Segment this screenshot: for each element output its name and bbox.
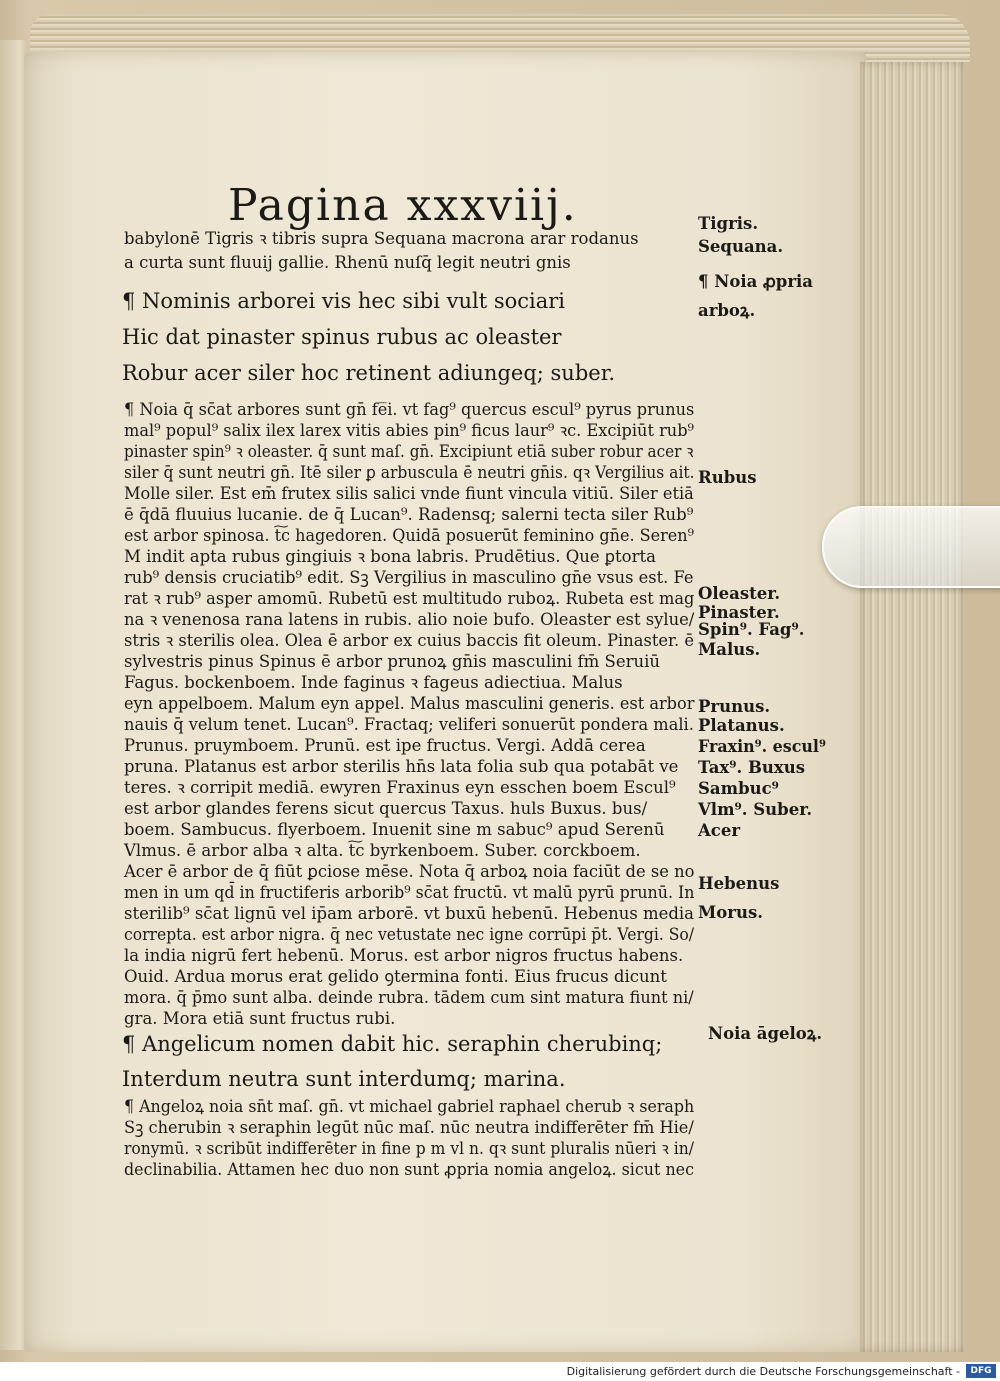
footer-credit: Digitalisierung gefördert durch die Deutsche Forschungsgemeinschaft -: [566, 1365, 960, 1378]
glass-weight: [822, 506, 1000, 588]
text-line: est arbor glandes ferens sicut quercus Taxus. huls Buxus. bus/: [124, 799, 648, 818]
text-line: est arbor spinosa. t͠c hagedoren. Quidā posuerūt feminino gn̄e. Seren⁹: [124, 526, 695, 545]
verse-line: ¶ Angelicum nomen dabit hic. seraphin cherubinq;: [122, 1032, 663, 1056]
text-line: sylvestris pinus Spinus ē arbor prunoꝝ gn̄is masculini fm̄ Seruiū: [124, 652, 661, 671]
text-line: M indit apta rubus gingiuis ꝛ bona labris. Prudētius. Que ꝑtorta: [124, 547, 656, 566]
marginal-gloss: Platanus.: [698, 716, 785, 735]
text-line: correpta. est arbor nigra. q̄ nec vetustate nec igne corrūpi p̄t. Vergi. So/: [124, 925, 695, 944]
text-line: Molle siler. Est em̄ frutex silis salici vnde fiunt vincula vitiū. Siler etiā: [124, 484, 694, 503]
text-line: Acer ē arbor de q̄ fiūt ꝑciose mēse. Nota q̄ arboꝝ noia faciūt de se no: [124, 862, 695, 881]
text-line: ¶ Angeloꝝ noia sn̄t maſ. gn̄. vt michael gabriel raphael cherub ꝛ seraph: [124, 1097, 695, 1116]
marginal-gloss: arboꝝ.: [698, 301, 756, 320]
text-line: ¶ Noia q̄ sc̄at arbores sunt gn̄ fe̅i. vt fag⁹ quercus escul⁹ pyrus prunus: [124, 400, 695, 419]
verse-line: Robur acer siler hoc retinent adiungeq; suber.: [122, 361, 616, 385]
text-line: Prunus. pruymboem. Prunū. est ipe fructus. Vergi. Addā cerea: [124, 736, 646, 755]
text-line: nauis q̄ velum tenet. Lucan⁹. Fractaq; veliferi sonuerūt pondera mali.: [124, 715, 694, 734]
text-line: siler q̄ sunt neutri gn̄. Itē siler ꝑ arbuscula ē neutri gn̄is. qꝛ Vergilius ait.: [124, 463, 695, 482]
text-line: pruna. Platanus est arbor sterilis hn̄s lata folia sub qua potabāt ve: [124, 757, 679, 776]
text-line: boem. Sambucus. flyerboem. Inuenit sine m sabuc⁹ apud Serenū: [124, 820, 665, 839]
text-line: Fagus. bockenboem. Inde faginus ꝛ fageus adiectiua. Malus: [124, 673, 623, 692]
text-line: na ꝛ venenosa rana latens in rubis. alio noie bufo. Oleaster est sylue/: [124, 610, 695, 629]
text-line: men in um qd̄ in fructiferis arborib⁹ sc̄at fructū. vt malū pyrū prunū. In: [124, 883, 695, 902]
text-line: teres. ꝛ corripit mediā. ewyren Fraxinus eyn esschen boem Escul⁹: [124, 778, 676, 797]
text-line: rat ꝛ rub⁹ asper amomū. Rubetū est multitudo ruboꝝ. Rubeta est mag: [124, 589, 695, 608]
marginal-gloss: Sequana.: [698, 237, 784, 256]
verse-line: ¶ Nominis arborei vis hec sibi vult sociari: [122, 289, 566, 313]
footer-bar: [0, 1362, 1000, 1381]
text-line: gra. Mora etiā sunt fructus rubi.: [124, 1009, 396, 1028]
text-line: mal⁹ popul⁹ salix ilex larex vitis abies pin⁹ ficus laur⁹ ꝛc. Excipiūt rub⁹: [124, 421, 695, 440]
text-line: pinaster spin⁹ ꝛ oleaster. q̄ sunt maſ. gn̄. Excipiunt etiā suber robur acer ꝛ: [124, 442, 694, 461]
text-line: a curta sunt fluuij gallie. Rhenū nuſq̄ legit neutri gnis: [124, 253, 571, 272]
text-line: Sꝫ cherubin ꝛ seraphin legūt nūc maſ. nūc neutra indifferēter fm̄ Hie/: [124, 1118, 694, 1137]
marginal-gloss: Pinaster.: [698, 603, 780, 622]
text-line: Ouid. Ardua morus erat gelido ꝯtermina fonti. Eius frucus dicunt: [124, 967, 667, 986]
text-line: babylonē Tigris ꝛ tibris supra Sequana macrona arar rodanus: [124, 229, 639, 248]
marginal-gloss: Malus.: [698, 640, 761, 659]
dfg-logo: DFG: [966, 1364, 996, 1378]
text-line: declinabilia. Attamen hec duo non sunt ꝓpria nomia angeloꝝ. sicut nec: [124, 1160, 694, 1179]
marginal-gloss: ¶ Noia ꝓpria: [698, 272, 814, 291]
marginal-gloss: Hebenus: [698, 874, 780, 893]
marginal-gloss: Prunus.: [698, 697, 771, 716]
text-line: sterilib⁹ sc̄at lignū vel ip̄am arborē. vt buxū hebenū. Hebenus media: [124, 904, 694, 923]
text-line: rub⁹ densis cruciatib⁹ edit. Sꝫ Vergilius in masculino gn̄e vsus est. Fe: [124, 568, 694, 587]
marginal-gloss: Acer: [698, 821, 741, 840]
marginal-gloss: Fraxin⁹. escul⁹: [698, 737, 826, 756]
text-line: eyn appelboem. Malum eyn appel. Malus masculini generis. est arbor: [124, 694, 695, 713]
marginal-gloss: Tigris.: [698, 214, 759, 233]
text-line: Vlmus. ē arbor alba ꝛ alta. t͠c byrkenboem. Suber. corckboem.: [124, 841, 641, 860]
marginal-gloss: Spin⁹. Fag⁹.: [698, 620, 805, 639]
text-line: ē q̄dā fluuius lucanie. de q̄ Lucan⁹. Radensq; salerni tecta siler Rub⁹: [124, 505, 694, 524]
marginal-gloss: Noia āgeloꝝ.: [708, 1024, 823, 1043]
marginal-gloss: Morus.: [698, 903, 763, 922]
page-heading: Pagina xxxviij.: [228, 180, 578, 231]
marginal-gloss: Oleaster.: [698, 584, 781, 603]
marginal-gloss: Vlm⁹. Suber.: [698, 800, 813, 819]
verse-line: Interdum neutra sunt interdumq; marina.: [122, 1067, 566, 1091]
text-line: mora. q̄ p̄mo sunt alba. deinde rubra. tādem cum sint matura fiunt ni/: [124, 988, 694, 1007]
book-fore-edge: [860, 62, 964, 1352]
text-line: ronymū. ꝛ scribūt indifferēter in fine p m vl n. qꝛ sunt pluralis nūeri ꝛ in/: [124, 1139, 694, 1158]
marginal-gloss: Rubus: [698, 468, 757, 487]
marginal-gloss: Sambuc⁹: [698, 779, 779, 798]
text-line: stris ꝛ sterilis olea. Olea ē arbor ex cuius baccis fit oleum. Pinaster. ē: [124, 631, 695, 650]
marginal-gloss: Tax⁹. Buxus: [698, 758, 806, 777]
verse-line: Hic dat pinaster spinus rubus ac oleaster: [122, 325, 562, 349]
text-line: la india nigrū fert hebenū. Morus. est arbor nigros fructus habens.: [124, 946, 684, 965]
